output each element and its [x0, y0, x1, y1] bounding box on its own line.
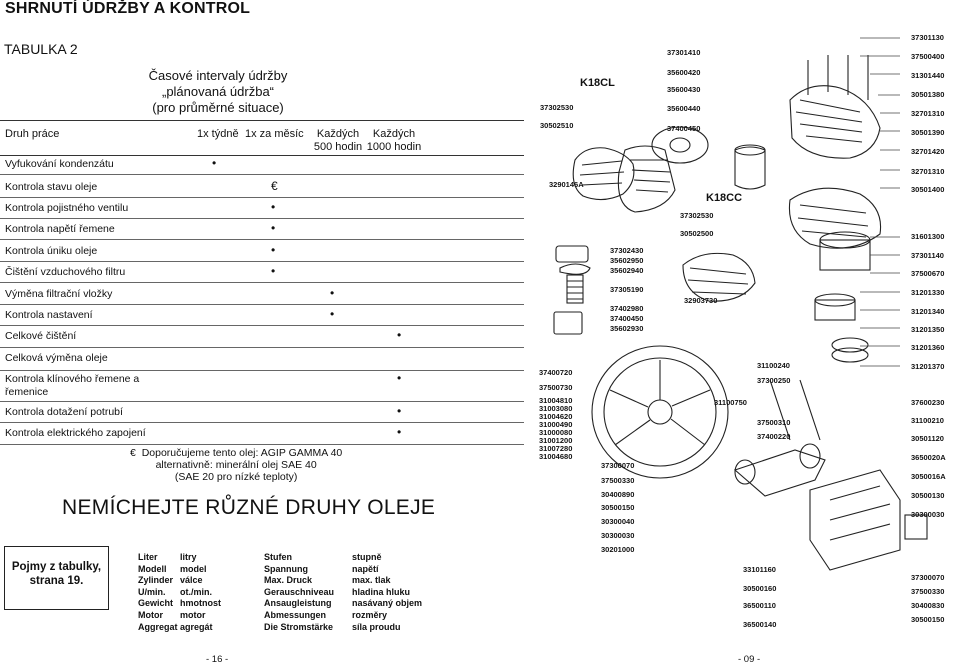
part-number: 37301130 [911, 33, 944, 42]
interval-mark: • [212, 156, 217, 170]
part-number: 32701310 [911, 167, 945, 176]
part-number: 37400450 [667, 124, 701, 133]
oil-warning: NEMÍCHEJTE RŮZNÉ DRUHY OLEJE [62, 496, 436, 519]
vocab-translation: stupně [352, 552, 382, 562]
vocab-term: Gewicht [138, 598, 174, 609]
head-mid-right [789, 188, 880, 248]
column-work: Druh práce [5, 128, 60, 140]
part-number: 37302530 [680, 211, 714, 220]
part-number: 31100750 [714, 398, 747, 407]
task-label: Kontrola stavu oleje [5, 181, 98, 193]
part-number: 37500670 [911, 269, 945, 278]
vocab-translation: rozměry [352, 609, 388, 620]
part-number: 30502510 [540, 121, 574, 130]
vocab-translation: napětí [352, 563, 379, 574]
part-number: 37302430 [610, 246, 644, 255]
vocab-translation: válce [180, 575, 203, 586]
part-number: 37500330 [911, 587, 945, 596]
part-number: 31001200 [539, 436, 573, 445]
part-number: 31000080 [539, 428, 573, 437]
interval-mark: • [271, 200, 276, 214]
part-number: 31000490 [539, 420, 573, 429]
vocab-translation: ot./min. [180, 586, 212, 597]
part-number: 31004620 [539, 412, 573, 421]
part-number: 35602940 [610, 266, 644, 275]
part-number: 37301410 [667, 48, 701, 57]
column-monthly: 1x za měsíc [245, 128, 304, 140]
model-label-k18cl: K18CL [580, 77, 615, 89]
model-label-k18cc: K18CC [706, 192, 743, 204]
euro-symbol: € [130, 447, 136, 459]
part-number: 31004810 [539, 396, 573, 405]
task-label: Kontrola elektrického zapojení [5, 427, 146, 439]
interval-mark: • [271, 264, 276, 278]
part-number: 3050016A [911, 472, 946, 481]
vocab-term: Max. Druck [264, 575, 313, 586]
part-number: 32701310 [911, 109, 945, 118]
interval-heading-line: „plánovaná údržba“ [161, 84, 275, 99]
page-title: SHRNUTÍ ÚDRŽBY A KONTROL [5, 0, 251, 17]
vocab-term: Modell [138, 563, 167, 574]
interval-mark: • [271, 243, 276, 257]
part-number: 37500730 [539, 383, 573, 392]
cylinder-head-left [573, 148, 634, 200]
part-number: 35600430 [667, 85, 701, 94]
part-number: 3290146A [549, 180, 584, 189]
part-number: 31007280 [539, 444, 573, 453]
interval-mark: • [397, 404, 402, 418]
part-number: 37500400 [911, 52, 945, 61]
vocab-translation: max. tlak [352, 575, 391, 586]
part-number: 37300250 [757, 376, 791, 385]
vocab-term: Motor [138, 609, 163, 620]
part-number: 31003080 [539, 404, 573, 413]
oil-note-line: (SAE 20 pro nízké teploty) [174, 471, 298, 483]
part-number: 33101160 [743, 565, 776, 574]
task-label: Čištění vzduchového filtru [5, 266, 126, 278]
vocab-translation: model [180, 563, 207, 574]
part-number: 30500130 [911, 491, 945, 500]
vocab-term: Spannung [264, 563, 308, 574]
task-label: Kontrola nastavení [5, 309, 93, 321]
part-number: 30300030 [601, 531, 635, 540]
cylinder-head-left-2 [618, 146, 675, 212]
part-number: 31601300 [911, 232, 945, 241]
oil-note-line: alternativně: minerální olej SAE 40 [155, 459, 317, 471]
task-label: Kontrola úniku oleje [5, 245, 98, 257]
vocab-term: U/min. [138, 586, 166, 597]
interval-mark: • [330, 307, 335, 321]
cylinders [815, 232, 870, 362]
vocab-term: Die Stromstärke [264, 621, 334, 632]
column-1000h-line: Každých [372, 128, 416, 140]
vocab-translation: motor [180, 609, 206, 620]
interval-mark: • [271, 221, 276, 235]
filter-cylinder [735, 145, 765, 189]
interval-heading-line: (pro průměrné situace) [152, 100, 284, 115]
vocab-translation: síla proudu [352, 621, 401, 632]
task-label: Vyfukování kondenzátu [5, 158, 114, 170]
column-500h-line: 500 hodin [313, 141, 363, 153]
filter-parts [554, 246, 590, 334]
part-number: 31201360 [911, 343, 945, 352]
part-number: 30500160 [743, 584, 777, 593]
part-number: 31201370 [911, 362, 945, 371]
part-number: 30502500 [680, 229, 714, 238]
part-number: 30400890 [601, 490, 635, 499]
part-number: 31201340 [911, 307, 945, 316]
interval-heading-line: Časové intervaly údržby [148, 68, 288, 83]
reference-line: strana 19. [29, 575, 84, 587]
reference-line: Pojmy z tabulky, [11, 561, 102, 573]
cylinder-head-k18cc [683, 253, 755, 301]
part-number: 37400220 [757, 432, 791, 441]
vocab-translation: hladina hluku [352, 586, 411, 597]
part-number: 3650020A [911, 453, 946, 462]
part-number: 30501390 [911, 128, 945, 137]
part-number: 30500150 [911, 615, 945, 624]
part-number: 37400720 [539, 368, 573, 377]
part-number: 30501120 [911, 434, 944, 443]
task-label: Kontrola napětí řemene [5, 223, 115, 235]
part-number: 31301440 [911, 71, 945, 80]
part-number: 31100210 [911, 416, 944, 425]
flywheel-pulley [592, 346, 728, 478]
task-label: Kontrola pojistného ventilu [5, 202, 129, 214]
column-1000h-line: 1000 hodin [366, 141, 422, 153]
part-number: 30501400 [911, 185, 945, 194]
vocab-translation: litry [180, 552, 197, 562]
part-number: 37500310 [757, 418, 791, 427]
part-number: 30400830 [911, 601, 945, 610]
part-number: 37300070 [601, 461, 635, 470]
vocab-translation: agregát [180, 621, 213, 632]
part-number: 31004680 [539, 452, 573, 461]
column-weekly: 1x týdně [197, 128, 239, 140]
part-number: 30501380 [911, 90, 945, 99]
part-number: 37302530 [540, 103, 574, 112]
part-number: 37402980 [610, 304, 644, 313]
part-number: 35600420 [667, 68, 701, 77]
interval-mark: • [397, 371, 402, 385]
page-number-left: - 16 - [206, 654, 229, 665]
part-number: 37400450 [610, 314, 644, 323]
vocab-term: Ansaugleistung [264, 598, 332, 609]
vocab-term: Gerauschniveau [264, 586, 335, 597]
interval-mark: • [397, 425, 402, 439]
part-number: 30201000 [601, 545, 635, 554]
part-number: 37600230 [911, 398, 945, 407]
part-number: 36500110 [743, 601, 776, 610]
part-number: 31201330 [911, 288, 945, 297]
vocab-term: Liter [138, 552, 158, 562]
vocab-term: Aggregat [138, 621, 178, 632]
vocab-translation: hmotnost [180, 598, 221, 609]
part-number: 31201350 [911, 325, 945, 334]
table-label: TABULKA 2 [4, 41, 78, 57]
part-number: 36500140 [743, 620, 777, 629]
column-500h-line: Každých [316, 128, 360, 140]
part-number: 32903730 [684, 296, 718, 305]
part-number: 37300070 [911, 573, 945, 582]
vocab-term: Stufen [264, 552, 292, 562]
part-number: 37305190 [610, 285, 644, 294]
head-top-right [790, 55, 880, 158]
part-number: 31100240 [757, 361, 790, 370]
part-number: 30300040 [601, 517, 635, 526]
interval-mark: € [271, 179, 278, 193]
part-number: 37500330 [601, 476, 635, 485]
task-label: Celková výměna oleje [5, 352, 108, 364]
task-label: Celkové čištění [5, 330, 77, 342]
interval-mark: • [397, 328, 402, 342]
part-number: 37301140 [911, 251, 944, 260]
part-number: 32701420 [911, 147, 945, 156]
task-label: Kontrola klínového řemene a řemenice [5, 373, 140, 398]
vocab-term: Zylinder [138, 575, 174, 586]
part-number: 30500150 [601, 503, 635, 512]
oil-note-text: Doporučujeme tento olej: AGIP GAMMA 40 [141, 447, 343, 459]
page-number-right: - 09 - [738, 654, 761, 665]
part-number: 30300030 [911, 510, 945, 519]
part-number: 35600440 [667, 104, 701, 113]
vocab-term: Abmessungen [264, 609, 327, 620]
part-number: 35602950 [610, 256, 644, 265]
part-number: 35602930 [610, 324, 644, 333]
task-label: Kontrola dotažení potrubí [5, 406, 123, 418]
task-label: Výměna filtrační vložky [5, 288, 113, 300]
crankcase [810, 470, 927, 570]
vocab-translation: nasávaný objem [352, 598, 423, 609]
interval-mark: • [330, 286, 335, 300]
